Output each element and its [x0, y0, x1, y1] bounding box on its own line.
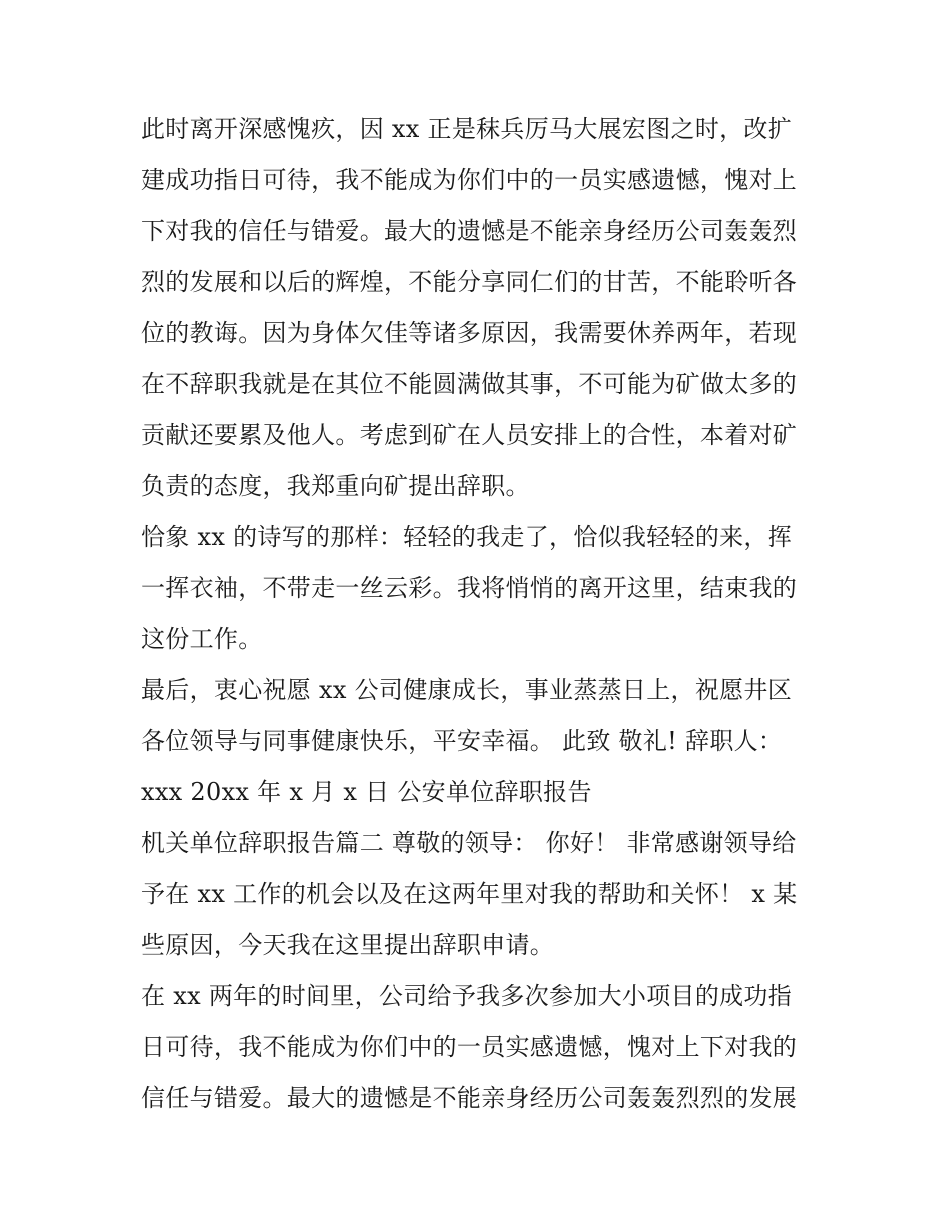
text-line: 位的教诲。因为身体欠佳等诸多原因，我需要休养两年，若现 [141, 319, 798, 347]
text-line: 恰象 xx 的诗写的那样：轻轻的我走了，恰似我轻轻的来，挥 [141, 523, 793, 551]
text-line: 信任与错爱。最大的遗憾是不能亲身经历公司轰轰烈烈的发展 [141, 1084, 798, 1112]
text-line: 在 xx 两年的时间里，公司给予我多次参加大小项目的成功指 [141, 982, 793, 1010]
body-text [141, 104, 821, 1124]
text-line: 机关单位辞职报告篇二 尊敬的领导： 你好！ 非常感谢领导给 [141, 829, 797, 857]
text-line: 烈的发展和以后的辉煌，不能分享同仁们的甘苦，不能聆听各 [141, 268, 798, 296]
text-line: 各位领导与同事健康快乐，平安幸福。 此致 敬礼! 辞职人： [141, 727, 783, 755]
text-line: 下对我的信任与错爱。最大的遗憾是不能亲身经历公司轰轰烈 [141, 217, 798, 245]
text-line: 建成功指日可待，我不能成为你们中的一员实感遗憾，愧对上 [141, 166, 798, 194]
text-line: 负责的态度，我郑重向矿提出辞职。 [141, 472, 530, 500]
text-line: 贡献还要累及他人。考虑到矿在人员安排上的合性，本着对矿 [141, 421, 798, 449]
text-line: 予在 xx 工作的机会以及在这两年里对我的帮助和关怀！ x 某 [141, 880, 798, 908]
text-line: 一挥衣袖，不带走一丝云彩。我将悄悄的离开这里，结束我的 [141, 574, 798, 602]
text-line: 些原因，今天我在这里提出辞职申请。 [141, 931, 555, 959]
text-line: 此时离开深感愧疚，因 xx 正是秣兵厉马大展宏图之时，改扩 [141, 115, 793, 143]
text-line: 最后，衷心祝愿 xx 公司健康成长，事业蒸蒸日上，祝愿井区 [141, 676, 793, 704]
text-line: 日可待，我不能成为你们中的一员实感遗憾，愧对上下对我的 [141, 1033, 798, 1061]
text-line: 在不辞职我就是在其位不能圆满做其事，不可能为矿做太多的 [141, 370, 798, 398]
text-line: 这份工作。 [141, 625, 263, 653]
text-line: xxx 20xx 年 x 月 x 日 公安单位辞职报告 [141, 778, 592, 806]
